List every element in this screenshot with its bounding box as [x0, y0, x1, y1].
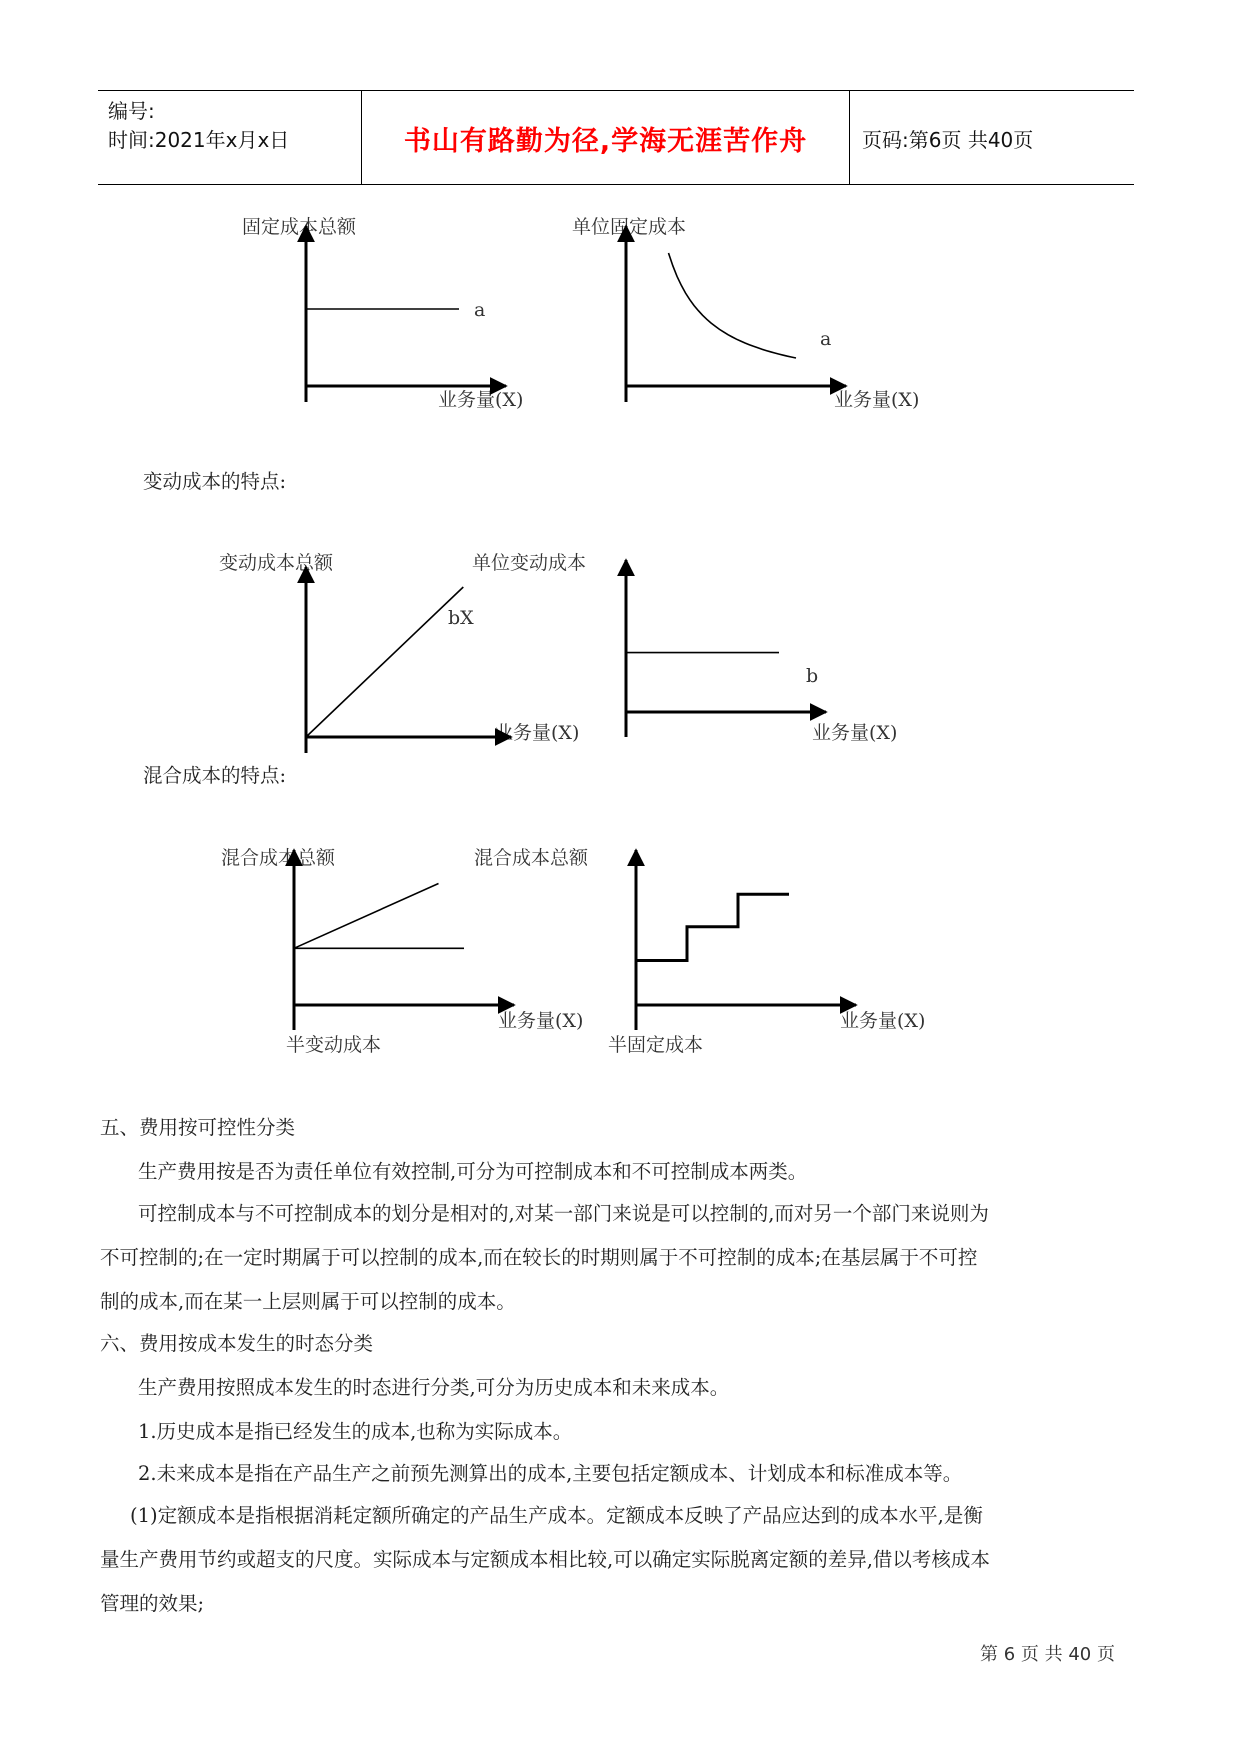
chart5-caption: 半变动成本 [286, 1034, 382, 1056]
motto: 书山有路勤为径,学海无涯苦作舟 [403, 126, 808, 157]
chart2-series-label: a [820, 328, 832, 350]
chart1-series-label: a [474, 299, 486, 321]
section5-title: 五、费用按可控性分类 [100, 1116, 296, 1139]
section6-item1: 1.历史成本是指已经发生的成本,也称为实际成本。 [138, 1420, 573, 1443]
section5-paragraph2-line3: 制的成本,而在某一上层则属于可以控制的成本。 [100, 1290, 516, 1313]
section6-paragraph1: 生产费用按照成本发生的时态进行分类,可分为历史成本和未来成本。 [138, 1376, 730, 1399]
chart5-title: 混合成本总额 [221, 847, 336, 869]
chart6-xlabel: 业务量(X) [840, 1010, 926, 1032]
date-label: 时间:2021年x月x日 [108, 128, 290, 152]
section6-sub1-line1: (1)定额成本是指根据消耗定额所确定的产品生产成本。定额成本反映了产品应达到的成本水平,是衡 [130, 1504, 983, 1527]
chart2-series-a [669, 253, 797, 358]
footer-page-number: 第 6 页 共 40 页 [980, 1644, 1115, 1665]
variable-cost-heading: 变动成本的特点: [143, 470, 287, 493]
section5-paragraph2-line2: 不可控制的;在一定时期属于可以控制的成本,而在较长的时期则属于不可控制的成本;在基层属于不可控 [100, 1246, 978, 1269]
section6-title: 六、费用按成本发生的时态分类 [100, 1332, 374, 1355]
mixed-cost-heading: 混合成本的特点: [143, 764, 287, 787]
page-info: 页码:第6页 共40页 [862, 128, 1034, 152]
section5-paragraph1: 生产费用按是否为责任单位有效控制,可分为可控制成本和不可控制成本两类。 [138, 1160, 808, 1183]
chart6-title: 混合成本总额 [474, 847, 589, 869]
chart4-xlabel: 业务量(X) [812, 722, 898, 744]
chart2-xlabel: 业务量(X) [834, 389, 920, 411]
chart4-series-label: b [806, 665, 819, 687]
chart1-title: 固定成本总额 [242, 216, 357, 238]
section6-sub1-line2: 量生产费用节约或超支的尺度。实际成本与定额成本相比较,可以确定实际脱离定额的差异,借以考核成本 [100, 1548, 990, 1571]
chart5-series-total [294, 884, 439, 949]
chart4-title: 单位变动成本 [472, 552, 587, 574]
chart3-title: 变动成本总额 [219, 552, 334, 574]
section6-sub1-line3: 管理的效果; [100, 1592, 205, 1615]
chart6-series-step [636, 894, 789, 960]
chart1-xlabel: 业务量(X) [438, 389, 524, 411]
chart5-xlabel: 业务量(X) [498, 1010, 584, 1032]
section6-item2: 2.未来成本是指在产品生产之前预先测算出的成本,主要包括定额成本、计划成本和标准成本等。 [138, 1462, 963, 1485]
chart2-title: 单位固定成本 [572, 216, 687, 238]
chart3-xlabel: 业务量(X) [494, 722, 580, 744]
section5-paragraph2-line1: 可控制成本与不可控制成本的划分是相对的,对某一部门来说是可以控制的,而对另一个部门来说则为 [138, 1202, 989, 1225]
chart6-caption: 半固定成本 [608, 1034, 704, 1056]
chart3-series-label: bX [448, 607, 474, 629]
serial-label: 编号: [108, 99, 155, 123]
chart3-series-bX [306, 587, 463, 737]
